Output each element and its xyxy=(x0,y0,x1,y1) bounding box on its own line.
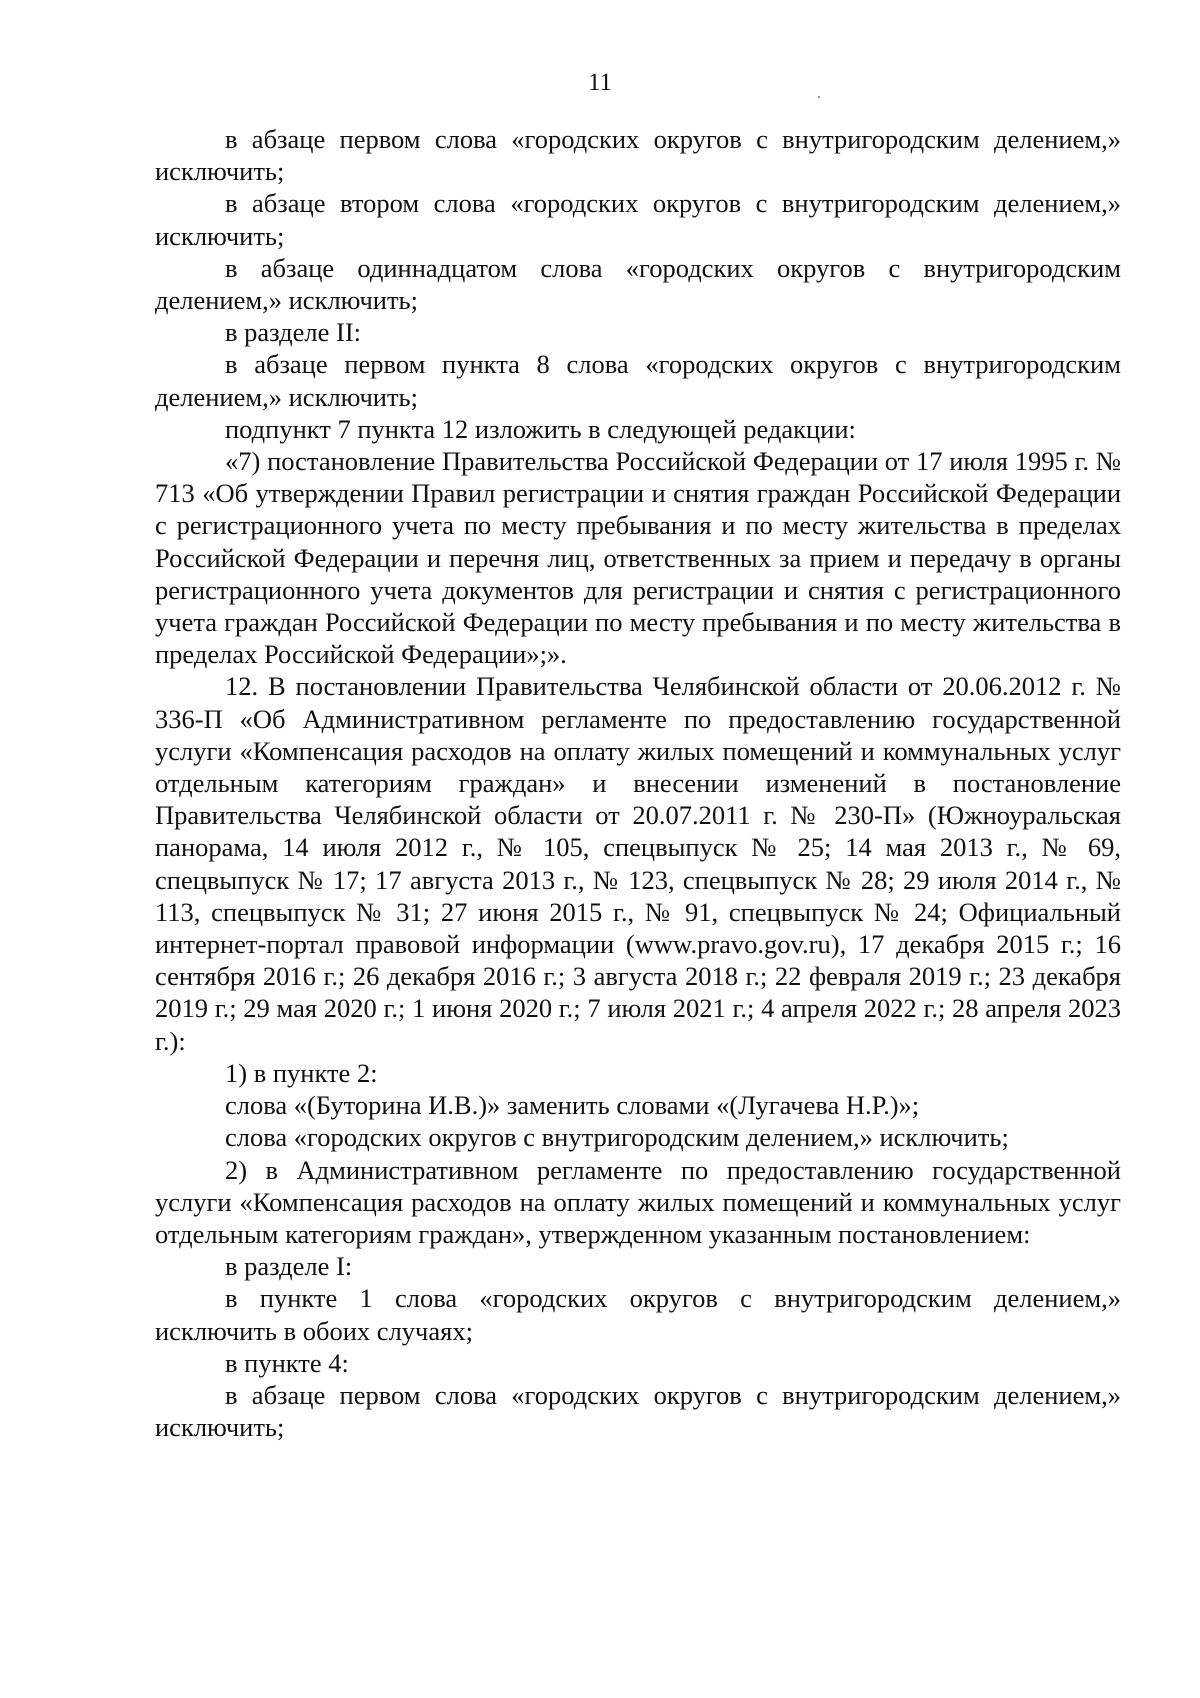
document-body xyxy=(155,123,1121,1443)
paragraph: в абзаце первом слова «городских округов с внутригородским делением,» исключить; xyxy=(155,1379,1121,1443)
paragraph: в абзаце втором слова «городских округов с внутригородским делением,» исключить; xyxy=(155,188,1121,251)
page-number: 11 xyxy=(587,69,613,96)
numbered-paragraph: 12. В постановлении Правительства Челябинской области от 20.06.2012 г. № 336-П «Об Административном регламенте по предоставлению государственной услуги «Компенсация расходов на оплату жилых помещений и коммунальных услуг отдельным категориям граждан» и внесении изменений в постановление Правительства Челябинской области от 20.07.2011 г. № 230-П» (Южноуральская панорама, 14 июля 2012 г., № 105, спецвыпуск № 25; 14 мая 2013 г., № 69, спецвыпуск № 17; 17 августа 2013 г., № 123, спецвыпуск № 28; 29 июля 2014 г., № 113, спецвыпуск № 31; 27 июня 2015 г., № 91, спецвыпуск № 24; Официальный интернет-портал правовой информации (www.pravo.gov.ru), 17 декабря 2015 г.; 16 сентября 2016 г.; 26 декабря 2016 г.; 3 августа 2018 г.; 22 февраля 2019 г.; 23 декабря 2019 г.; 29 мая 2020 г.; 1 июня 2020 г.; 7 июля 2021 г.; 4 апреля 2022 г.; 28 апреля 2023 г.): xyxy=(155,671,1121,1056)
paragraph: слова «(Буторина И.В.)» заменить словами «(Лугачева Н.Р.)»; xyxy=(225,1090,920,1121)
paragraph: в пункте 4: xyxy=(225,1347,349,1378)
paragraph: слова «городских округов с внутригородским делением,» исключить; xyxy=(225,1122,1009,1153)
quoted-paragraph: «7) постановление Правительства Российской Федерации от 17 июля 1995 г. № 713 «Об утверждении Правил регистрации и снятия граждан Российской Федерации с регистрационного учета по месту пребывания и по месту жительства в пределах Российской Федерации и перечня лиц, ответственных за прием и передачу в органы регистрационного учета документов для регистрации и снятия с регистрационного учета граждан Российской Федерации по месту пребывания и по месту жительства в пределах Российской Федерации»;». xyxy=(155,446,1121,670)
paragraph: в абзаце первом слова «городских округов с внутригородским делением,» исключить; xyxy=(155,124,1121,187)
paragraph: 2) в Административном регламенте по предоставлению государственной услуги «Компенсация расходов на оплату жилых помещений и коммунальных услуг отдельным категориям граждан», утвержденном указанным постановлением: xyxy=(155,1154,1121,1249)
paragraph: в абзаце одиннадцатом слова «городских округов с внутригородским делением,» исключить; xyxy=(155,252,1121,316)
paragraph: в пункте 1 слова «городских округов с внутригородским делением,» исключить в обоих случаях; xyxy=(155,1283,1121,1346)
section-heading: в разделе I: xyxy=(225,1251,353,1282)
paragraph: в абзаце первом пункта 8 слова «городских округов с внутригородским делением,» исключить; xyxy=(155,349,1121,412)
paragraph: 1) в пункте 2: xyxy=(225,1057,378,1088)
scan-speck xyxy=(818,96,820,98)
paragraph: подпункт 7 пункта 12 изложить в следующей редакции: xyxy=(225,413,856,444)
section-heading: в разделе II: xyxy=(225,317,362,348)
